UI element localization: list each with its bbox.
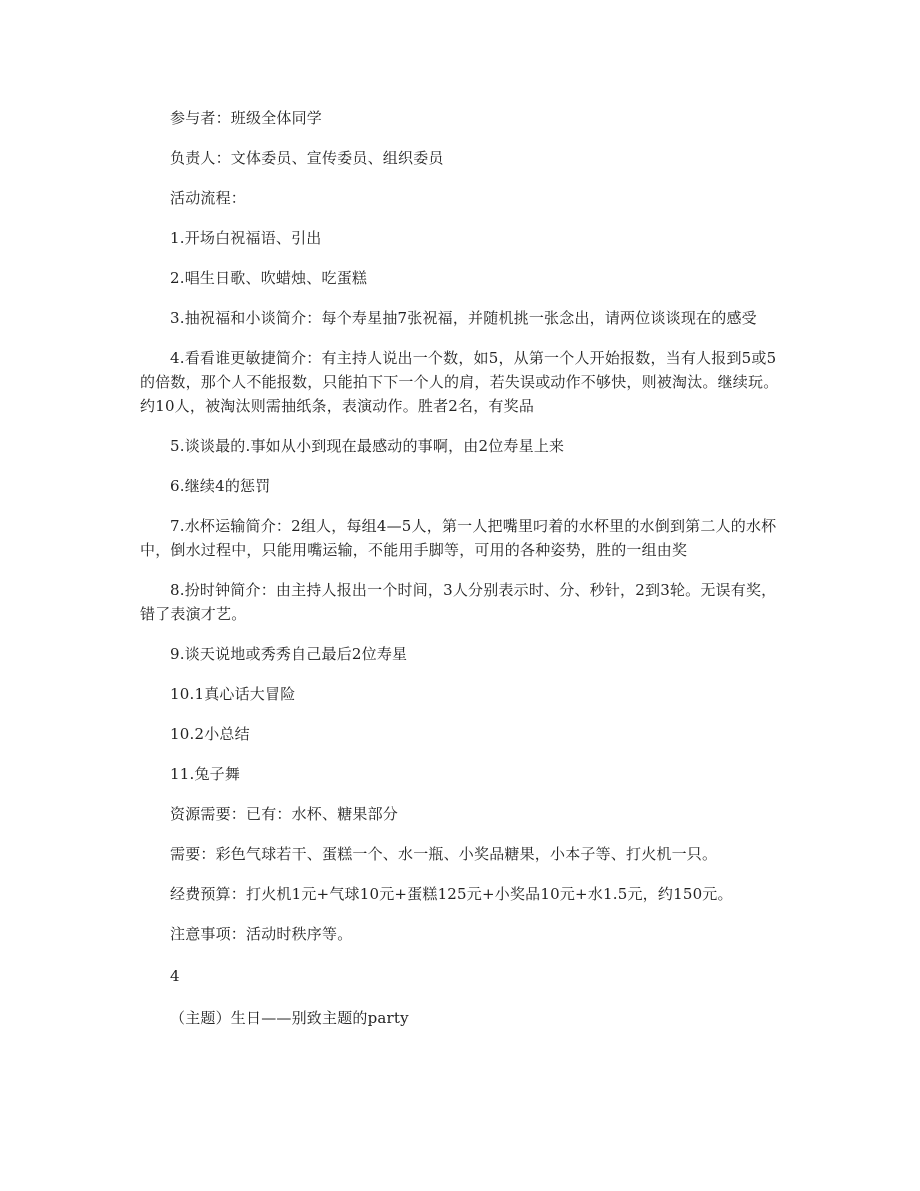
section-number: 4 bbox=[170, 967, 180, 985]
step-4: 4.看看谁更敏捷简介：有主持人说出一个数，如5，从第一个人开始报数，当有人报到5或5的倍数，那个人不能报数，只能拍下下一个人的肩，若失误或动作不够快，则被淘汰。继续玩。约10人，被淘汰则需抽纸条，表演动作。胜者2名，有奖品 bbox=[140, 349, 779, 415]
step-7: 7.水杯运输简介：2组人，每组4—5人，第一人把嘴里叼着的水杯里的水倒到第二人的水杯中，倒水过程中，只能用嘴运输，不能用手脚等，可用的各种姿势，胜的一组由奖 bbox=[140, 517, 777, 559]
step-6: 6.继续4的惩罚 bbox=[170, 477, 271, 495]
theme-line: （主题）生日——别致主题的party bbox=[170, 1009, 409, 1027]
step-3: 3.抽祝福和小谈简介：每个寿星抽7张祝福，并随机挑一张念出，请两位谈谈现在的感受 bbox=[170, 309, 757, 327]
participants-line: 参与者：班级全体同学 bbox=[170, 109, 323, 127]
document-body bbox=[140, 106, 785, 1030]
step-9: 9.谈天说地或秀秀自己最后2位寿星 bbox=[170, 645, 408, 663]
step-1: 1.开场白祝福语、引出 bbox=[170, 229, 322, 247]
responsible-line: 负责人：文体委员、宣传委员、组织委员 bbox=[170, 149, 444, 167]
needs-line: 需要：彩色气球若干、蛋糕一个、水一瓶、小奖品糖果，小本子等、打火机一只。 bbox=[170, 845, 718, 863]
budget-line: 经费预算：打火机1元+气球10元+蛋糕125元+小奖品10元+水1.5元，约150元。 bbox=[170, 885, 733, 903]
step-10-1: 10.1真心话大冒险 bbox=[170, 685, 296, 703]
step-2: 2.唱生日歌、吹蜡烛、吃蛋糕 bbox=[170, 269, 368, 287]
step-11: 11.兔子舞 bbox=[170, 765, 241, 783]
step-10-2: 10.2小总结 bbox=[170, 725, 250, 743]
resources-line: 资源需要：已有：水杯、糖果部分 bbox=[170, 805, 399, 823]
process-heading: 活动流程： bbox=[170, 189, 247, 207]
step-8: 8.扮时钟简介：由主持人报出一个时间，3人分别表示时、分、秒针，2到3轮。无误有奖，错了表演才艺。 bbox=[140, 581, 777, 623]
step-5: 5.谈谈最的.事如从小到现在最感动的事啊，由2位寿星上来 bbox=[170, 437, 565, 455]
notes-line: 注意事项：活动时秩序等。 bbox=[170, 925, 353, 943]
